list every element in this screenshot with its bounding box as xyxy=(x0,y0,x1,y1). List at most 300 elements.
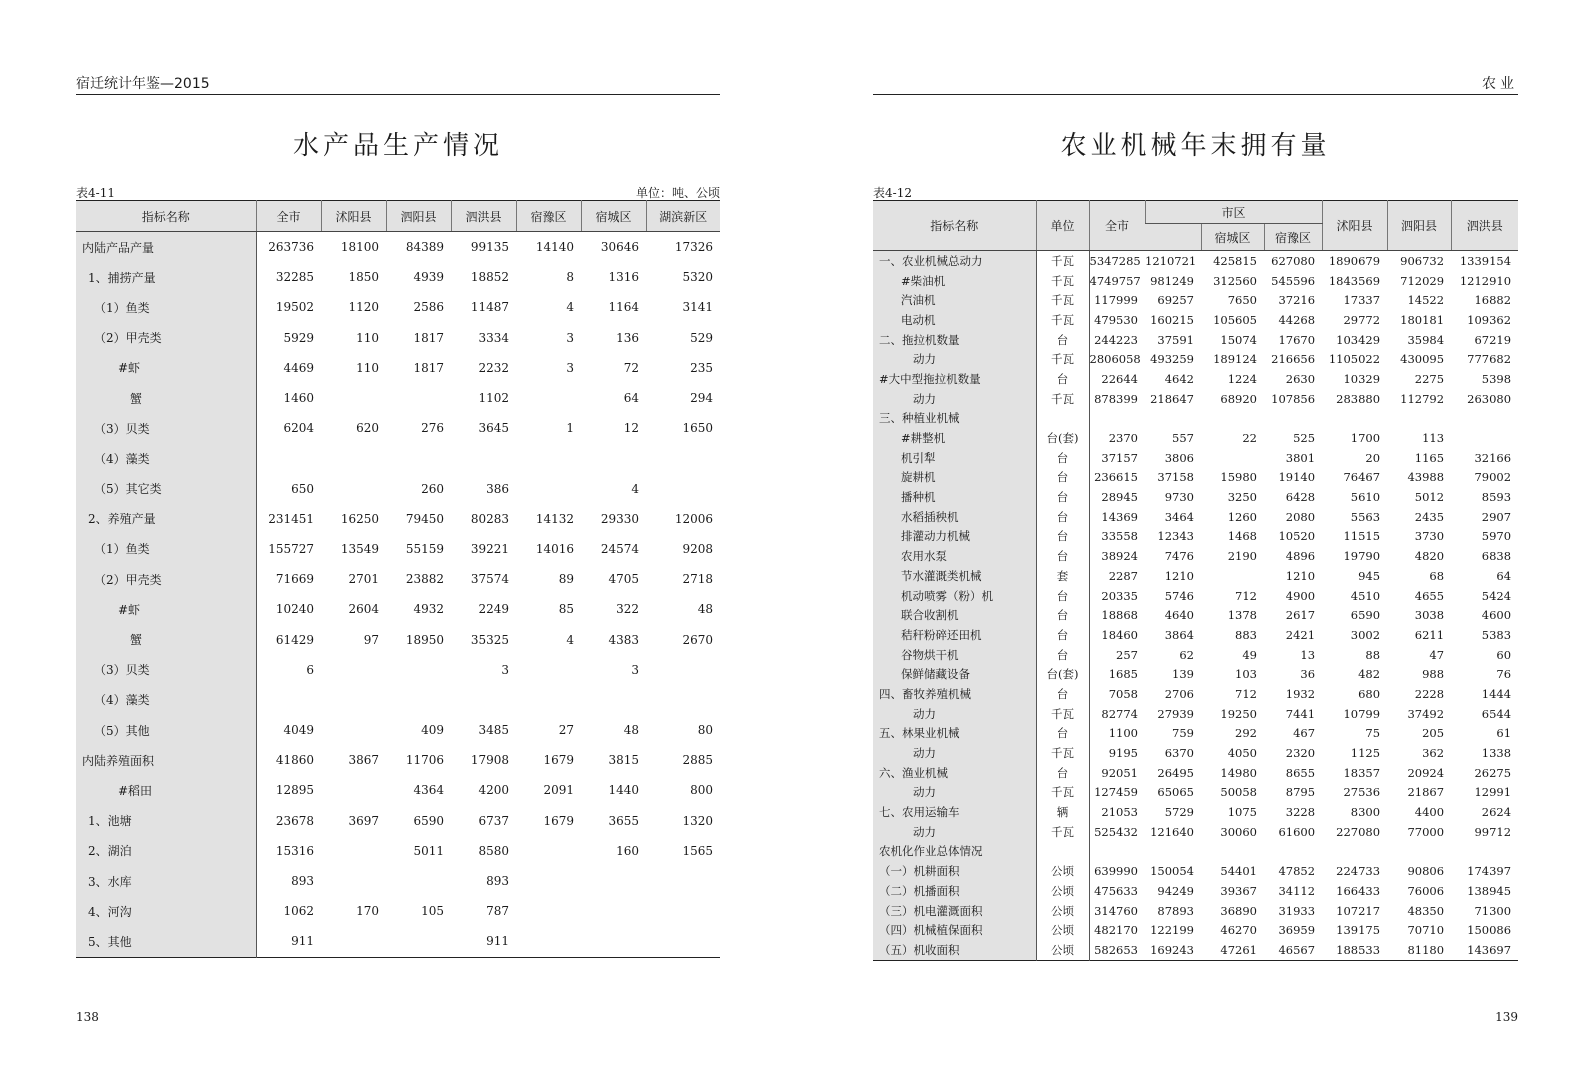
cell-value: 1075 xyxy=(1227,805,1257,820)
cell-value xyxy=(1201,409,1264,429)
table-row xyxy=(873,940,1518,960)
cell-value: 150054 xyxy=(1150,864,1194,879)
cell-value: 14369 xyxy=(1101,509,1138,524)
cell-value xyxy=(386,866,451,896)
row-unit: 台 xyxy=(1036,605,1089,625)
cell-value: 28945 xyxy=(1101,490,1138,505)
cell-value: 2701 xyxy=(348,572,379,587)
cell-value: 99712 xyxy=(1474,824,1512,839)
row-label: （3）贝类 xyxy=(76,413,256,443)
row-label: 电动机 xyxy=(873,310,1036,330)
row-label: 汽油机 xyxy=(873,290,1036,310)
cell-value: 4820 xyxy=(1414,549,1445,564)
cell-value: 68 xyxy=(1429,568,1445,583)
cell-value: 1320 xyxy=(682,813,713,828)
cell-value: 4896 xyxy=(1285,549,1316,564)
cell-value: 3801 xyxy=(1285,450,1316,465)
cell-value: 218647 xyxy=(1150,391,1194,406)
cell-value: 893 xyxy=(291,874,314,889)
cell-value: 139 xyxy=(1172,667,1194,682)
cell-value: 20 xyxy=(1365,450,1381,465)
cell-value: 2228 xyxy=(1414,686,1445,701)
cell-value: 5320 xyxy=(682,270,713,285)
column-header: 泗洪县 xyxy=(451,201,516,232)
cell-value: 582653 xyxy=(1094,942,1138,957)
cell-value: 32166 xyxy=(1474,450,1512,465)
cell-value: 8300 xyxy=(1350,805,1381,820)
cell-value: 160 xyxy=(616,843,639,858)
cell-value: 263080 xyxy=(1467,391,1512,406)
cell-value: 1102 xyxy=(478,391,509,406)
cell-value xyxy=(1264,842,1322,862)
cell-value: 3038 xyxy=(1414,608,1445,623)
row-label: 1、捕捞产量 xyxy=(76,262,256,292)
cell-value xyxy=(321,775,386,805)
cell-value: 3002 xyxy=(1350,627,1381,642)
cell-value: 911 xyxy=(486,934,509,949)
cell-value: 62 xyxy=(1179,647,1194,662)
row-unit: 千瓦 xyxy=(1036,271,1089,291)
table-row xyxy=(76,715,720,745)
cell-value xyxy=(516,866,581,896)
cell-value: 10520 xyxy=(1278,529,1316,544)
cell-value: 47 xyxy=(1429,647,1445,662)
cell-value: 10329 xyxy=(1343,371,1381,386)
cell-value xyxy=(1201,566,1264,586)
row-label: 动力 xyxy=(873,389,1036,409)
cell-value: 5383 xyxy=(1481,627,1512,642)
row-unit: 千瓦 xyxy=(1036,822,1089,842)
cell-value: 81180 xyxy=(1407,942,1445,957)
cell-value: 170 xyxy=(356,904,379,919)
cell-value: 6428 xyxy=(1285,490,1316,505)
cell-value: 36 xyxy=(1300,667,1316,682)
cell-value: 4705 xyxy=(608,572,639,587)
cell-value: 46567 xyxy=(1278,942,1316,957)
cell-value: 82774 xyxy=(1101,706,1138,721)
cell-value: 2435 xyxy=(1414,509,1445,524)
table-row xyxy=(873,881,1518,901)
cell-value: 69257 xyxy=(1157,293,1194,308)
cell-value: 188533 xyxy=(1336,942,1381,957)
title-aquatic-products: 水产品生产情况 xyxy=(292,131,503,161)
header-suyu: 宿豫区 xyxy=(1264,224,1322,251)
table-row xyxy=(873,507,1518,527)
table-row xyxy=(76,745,720,775)
cell-value: 386 xyxy=(486,481,509,496)
table-row xyxy=(873,487,1518,507)
cell-value: 1224 xyxy=(1227,371,1257,386)
cell-value: 150086 xyxy=(1467,923,1512,938)
cell-value: 1210 xyxy=(1164,568,1194,583)
cell-value xyxy=(516,474,581,504)
cell-value: 11487 xyxy=(470,300,509,315)
cell-value: 1120 xyxy=(348,300,379,315)
table-row xyxy=(76,806,720,836)
cell-value: 12991 xyxy=(1474,785,1512,800)
cell-value: 5011 xyxy=(413,843,444,858)
cell-value: 44268 xyxy=(1278,312,1316,327)
cell-value: 47852 xyxy=(1278,864,1316,879)
cell-value: 4600 xyxy=(1481,608,1512,623)
cell-value: 244223 xyxy=(1094,332,1138,347)
cell-value: 36890 xyxy=(1220,903,1257,918)
cell-value: 89 xyxy=(558,572,574,587)
cell-value xyxy=(1387,409,1451,429)
page-number-left: 138 xyxy=(76,1010,99,1024)
row-label: 内陆养殖面积 xyxy=(76,745,256,775)
row-unit: 公顷 xyxy=(1036,881,1089,901)
cell-value: 2370 xyxy=(1108,431,1138,446)
cell-value: 11515 xyxy=(1343,529,1381,544)
cell-value: 155727 xyxy=(268,541,314,556)
row-unit: 台 xyxy=(1036,684,1089,704)
cell-value: 2080 xyxy=(1285,509,1316,524)
cell-value: 2630 xyxy=(1285,371,1316,386)
cell-value: 88 xyxy=(1365,647,1381,662)
cell-value: 37216 xyxy=(1278,293,1316,308)
cell-value: 467 xyxy=(1293,726,1316,741)
cell-value: 99135 xyxy=(470,240,509,255)
cell-value: 4364 xyxy=(413,783,444,798)
cell-value: 61600 xyxy=(1278,824,1316,839)
cell-value: 6590 xyxy=(1350,608,1381,623)
cell-value xyxy=(581,926,646,957)
cell-value: 11706 xyxy=(405,753,444,768)
header-shuyang: 沭阳县 xyxy=(1322,201,1387,251)
column-header: 沭阳县 xyxy=(321,201,386,232)
cell-value: 3697 xyxy=(348,813,379,828)
cell-value: 77000 xyxy=(1407,824,1445,839)
cell-value: 7058 xyxy=(1108,686,1138,701)
cell-value: 5563 xyxy=(1350,509,1381,524)
row-label: 动力 xyxy=(873,822,1036,842)
row-unit: 公顷 xyxy=(1036,940,1089,960)
cell-value: 43988 xyxy=(1407,470,1445,485)
cell-value: 32285 xyxy=(275,270,314,285)
cell-value xyxy=(516,836,581,866)
cell-value: 759 xyxy=(1172,726,1194,741)
cell-value: 15074 xyxy=(1220,332,1257,347)
cell-value: 30646 xyxy=(600,240,639,255)
cell-value: 8593 xyxy=(1481,490,1512,505)
cell-value xyxy=(1451,842,1518,862)
cell-value: 4932 xyxy=(413,602,444,617)
cell-value: 482 xyxy=(1358,667,1381,682)
row-unit: 台 xyxy=(1036,527,1089,547)
cell-value: 19502 xyxy=(275,300,314,315)
cell-value: 712 xyxy=(1235,686,1257,701)
cell-value: 4749757 xyxy=(1089,273,1141,288)
cell-value: 4049 xyxy=(283,723,314,738)
cell-value: 17337 xyxy=(1343,293,1381,308)
cell-value: 283880 xyxy=(1336,391,1381,406)
cell-value xyxy=(646,685,720,715)
table-row xyxy=(873,802,1518,822)
cell-value: 97 xyxy=(363,632,379,647)
cell-value: 18100 xyxy=(340,240,379,255)
cell-value: 3 xyxy=(631,662,639,677)
cell-value: 1679 xyxy=(543,753,574,768)
cell-value: 5424 xyxy=(1481,588,1512,603)
cell-value: 109362 xyxy=(1467,312,1512,327)
row-unit: 台 xyxy=(1036,724,1089,744)
table-row xyxy=(873,664,1518,684)
table-row xyxy=(873,389,1518,409)
cell-value xyxy=(581,896,646,926)
cell-value: 4 xyxy=(566,632,574,647)
cell-value xyxy=(516,655,581,685)
cell-value: 235 xyxy=(690,360,713,375)
cell-value: 76006 xyxy=(1407,883,1445,898)
row-label: 节水灌溉类机械 xyxy=(873,566,1036,586)
cell-value: 1679 xyxy=(543,813,574,828)
cell-value: 1932 xyxy=(1285,686,1316,701)
cell-value: 65065 xyxy=(1157,785,1194,800)
cell-value: 105605 xyxy=(1213,312,1257,327)
row-unit: 台 xyxy=(1036,625,1089,645)
cell-value: 14522 xyxy=(1407,293,1445,308)
cell-value: 1460 xyxy=(283,391,314,406)
cell-value: 60 xyxy=(1496,647,1512,662)
row-label: （1）鱼类 xyxy=(76,534,256,564)
left-page xyxy=(0,0,793,1077)
column-header: 宿城区 xyxy=(581,201,646,232)
table-row xyxy=(873,901,1518,921)
cell-value: 1100 xyxy=(1108,726,1138,741)
row-label: （4）藻类 xyxy=(76,685,256,715)
cell-value: 4900 xyxy=(1285,588,1316,603)
cell-value: 110 xyxy=(356,330,379,345)
cell-value: 5970 xyxy=(1481,529,1512,544)
row-label: #耕整机 xyxy=(873,428,1036,448)
cell-value: 5012 xyxy=(1414,490,1445,505)
row-unit: 千瓦 xyxy=(1036,251,1089,271)
cell-value: 6838 xyxy=(1481,549,1512,564)
cell-value: 712 xyxy=(1235,588,1257,603)
table-row xyxy=(76,564,720,594)
row-label: #大中型拖拉机数量 xyxy=(873,369,1036,389)
cell-value: 231451 xyxy=(268,511,314,526)
cell-value: 6 xyxy=(306,662,314,677)
cell-value xyxy=(386,685,451,715)
cell-value: 19140 xyxy=(1278,470,1316,485)
cell-value xyxy=(516,685,581,715)
cell-value: 3815 xyxy=(608,753,639,768)
cell-value: 110 xyxy=(356,360,379,375)
cell-value: 13 xyxy=(1300,647,1316,662)
row-label: （1）鱼类 xyxy=(76,292,256,322)
cell-value xyxy=(1387,842,1451,862)
cell-value: 7650 xyxy=(1227,293,1257,308)
cell-value: 1440 xyxy=(608,783,639,798)
row-label: 3、水库 xyxy=(76,866,256,896)
cell-value: 3867 xyxy=(348,753,379,768)
cell-value: 61 xyxy=(1496,726,1512,741)
cell-value: 14980 xyxy=(1220,765,1257,780)
title-agricultural-machinery: 农业机械年末拥有量 xyxy=(1060,131,1331,161)
row-unit: 千瓦 xyxy=(1036,743,1089,763)
row-label: 四、畜牧养殖机械 xyxy=(873,684,1036,704)
column-header: 宿豫区 xyxy=(516,201,581,232)
cell-value: 1 xyxy=(566,421,574,436)
row-unit: 台 xyxy=(1036,586,1089,606)
cell-value: 1260 xyxy=(1227,509,1257,524)
cell-value: 48350 xyxy=(1407,903,1445,918)
cell-value: 2275 xyxy=(1414,371,1445,386)
cell-value: 3 xyxy=(566,330,574,345)
row-label: 七、农用运输车 xyxy=(873,802,1036,822)
cell-value: 136 xyxy=(616,330,639,345)
cell-value: 37157 xyxy=(1101,450,1138,465)
cell-value: 22 xyxy=(1242,431,1257,446)
cell-value: 92051 xyxy=(1101,765,1138,780)
cell-value: 76467 xyxy=(1343,470,1381,485)
row-label: （一）机耕面积 xyxy=(873,861,1036,881)
cell-value: 787 xyxy=(486,904,509,919)
table-row xyxy=(76,685,720,715)
cell-value: 47261 xyxy=(1220,942,1257,957)
cell-value: 1444 xyxy=(1481,686,1512,701)
cell-value: 322 xyxy=(616,602,639,617)
cell-value: 48 xyxy=(697,602,713,617)
header-urban-district: 市区 xyxy=(1145,201,1322,224)
table-row xyxy=(76,624,720,654)
table-row xyxy=(76,534,720,564)
table-row xyxy=(76,926,720,957)
cell-value: 1850 xyxy=(348,270,379,285)
table-row xyxy=(76,896,720,926)
cell-value: 68920 xyxy=(1220,391,1257,406)
cell-value: 227080 xyxy=(1336,824,1381,839)
cell-value: 3655 xyxy=(608,813,639,828)
cell-value xyxy=(1322,409,1387,429)
cell-value: 312560 xyxy=(1213,273,1257,288)
row-unit xyxy=(1036,409,1089,429)
table-row xyxy=(76,594,720,624)
cell-value: 9208 xyxy=(682,541,713,556)
row-label: 4、河沟 xyxy=(76,896,256,926)
cell-value: 1125 xyxy=(1350,746,1381,761)
row-unit: 台 xyxy=(1036,330,1089,350)
table-row xyxy=(873,546,1518,566)
cell-value: 525432 xyxy=(1094,824,1138,839)
cell-value: 263736 xyxy=(268,240,314,255)
cell-value xyxy=(321,655,386,685)
row-unit: 千瓦 xyxy=(1036,310,1089,330)
cell-value: 4642 xyxy=(1164,371,1194,386)
header-siyang: 泗阳县 xyxy=(1387,201,1451,251)
cell-value: 1650 xyxy=(682,421,713,436)
row-unit: 辆 xyxy=(1036,802,1089,822)
cell-value xyxy=(1089,409,1145,429)
cell-value: 166433 xyxy=(1336,883,1381,898)
cell-value: 2706 xyxy=(1164,686,1194,701)
cell-value: 37574 xyxy=(470,572,509,587)
row-label: （三）机电灌溉面积 xyxy=(873,901,1036,921)
cell-value: 2586 xyxy=(413,300,444,315)
cell-value xyxy=(646,655,720,685)
row-label: （四）机械植保面积 xyxy=(873,920,1036,940)
row-unit: 套 xyxy=(1036,566,1089,586)
cell-value: 3228 xyxy=(1285,805,1316,820)
table-row xyxy=(76,655,720,685)
cell-value: 139175 xyxy=(1336,923,1381,938)
cell-value: 2617 xyxy=(1285,608,1316,623)
table-row xyxy=(76,232,720,263)
cell-value: 127459 xyxy=(1094,785,1138,800)
cell-value: 2249 xyxy=(478,602,509,617)
cell-value: 103429 xyxy=(1336,332,1381,347)
header-sihong: 泗洪县 xyxy=(1451,201,1518,251)
row-label: 秸秆粉碎还田机 xyxy=(873,625,1036,645)
cell-value xyxy=(1322,842,1387,862)
cell-value: 1468 xyxy=(1227,529,1257,544)
cell-value: 2670 xyxy=(682,632,713,647)
cell-value: 1164 xyxy=(608,300,639,315)
column-header: 全市 xyxy=(256,201,321,232)
cell-value: 479530 xyxy=(1094,312,1138,327)
table-row xyxy=(873,763,1518,783)
cell-value xyxy=(1201,448,1264,468)
cell-value: 174397 xyxy=(1467,864,1512,879)
row-unit: 千瓦 xyxy=(1036,783,1089,803)
table-row xyxy=(873,349,1518,369)
cell-value: 2718 xyxy=(682,572,713,587)
cell-value: 18852 xyxy=(470,270,509,285)
running-head-right: 农业 xyxy=(873,76,1518,95)
cell-value xyxy=(1451,428,1518,448)
cell-value: 27939 xyxy=(1157,706,1194,721)
cell-value: 4 xyxy=(566,300,574,315)
row-label: 农用水泵 xyxy=(873,546,1036,566)
cell-value: 260 xyxy=(421,481,444,496)
cell-value xyxy=(321,383,386,413)
cell-value: 76 xyxy=(1496,667,1512,682)
cell-value: 9195 xyxy=(1108,746,1138,761)
agricultural-machinery-table xyxy=(873,200,1518,961)
cell-value: 1316 xyxy=(608,270,639,285)
cell-value: 2190 xyxy=(1227,549,1257,564)
table-row xyxy=(76,262,720,292)
cell-value xyxy=(646,896,720,926)
row-label: （五）机收面积 xyxy=(873,940,1036,960)
cell-value: 878399 xyxy=(1094,391,1138,406)
cell-value xyxy=(646,926,720,957)
cell-value: 107856 xyxy=(1271,391,1316,406)
cell-value xyxy=(581,866,646,896)
cell-value: 1210 xyxy=(1285,568,1316,583)
cell-value: 6590 xyxy=(413,813,444,828)
cell-value: 70710 xyxy=(1407,923,1445,938)
row-unit: 千瓦 xyxy=(1036,349,1089,369)
table-row xyxy=(76,292,720,322)
cell-value: 1062 xyxy=(283,904,314,919)
cell-value: 216656 xyxy=(1271,352,1316,367)
cell-value: 10240 xyxy=(275,602,314,617)
cell-value: 71669 xyxy=(275,572,314,587)
table-row xyxy=(76,383,720,413)
row-unit: 千瓦 xyxy=(1036,389,1089,409)
cell-value: 79450 xyxy=(405,511,444,526)
cell-value: 3645 xyxy=(478,421,509,436)
cell-value: 90806 xyxy=(1407,864,1445,879)
row-label: 三、种植业机械 xyxy=(873,409,1036,429)
row-label: 五、林果业机械 xyxy=(873,724,1036,744)
cell-value: 37492 xyxy=(1407,706,1445,721)
cell-value: 117999 xyxy=(1094,293,1138,308)
cell-value: 17908 xyxy=(470,753,509,768)
